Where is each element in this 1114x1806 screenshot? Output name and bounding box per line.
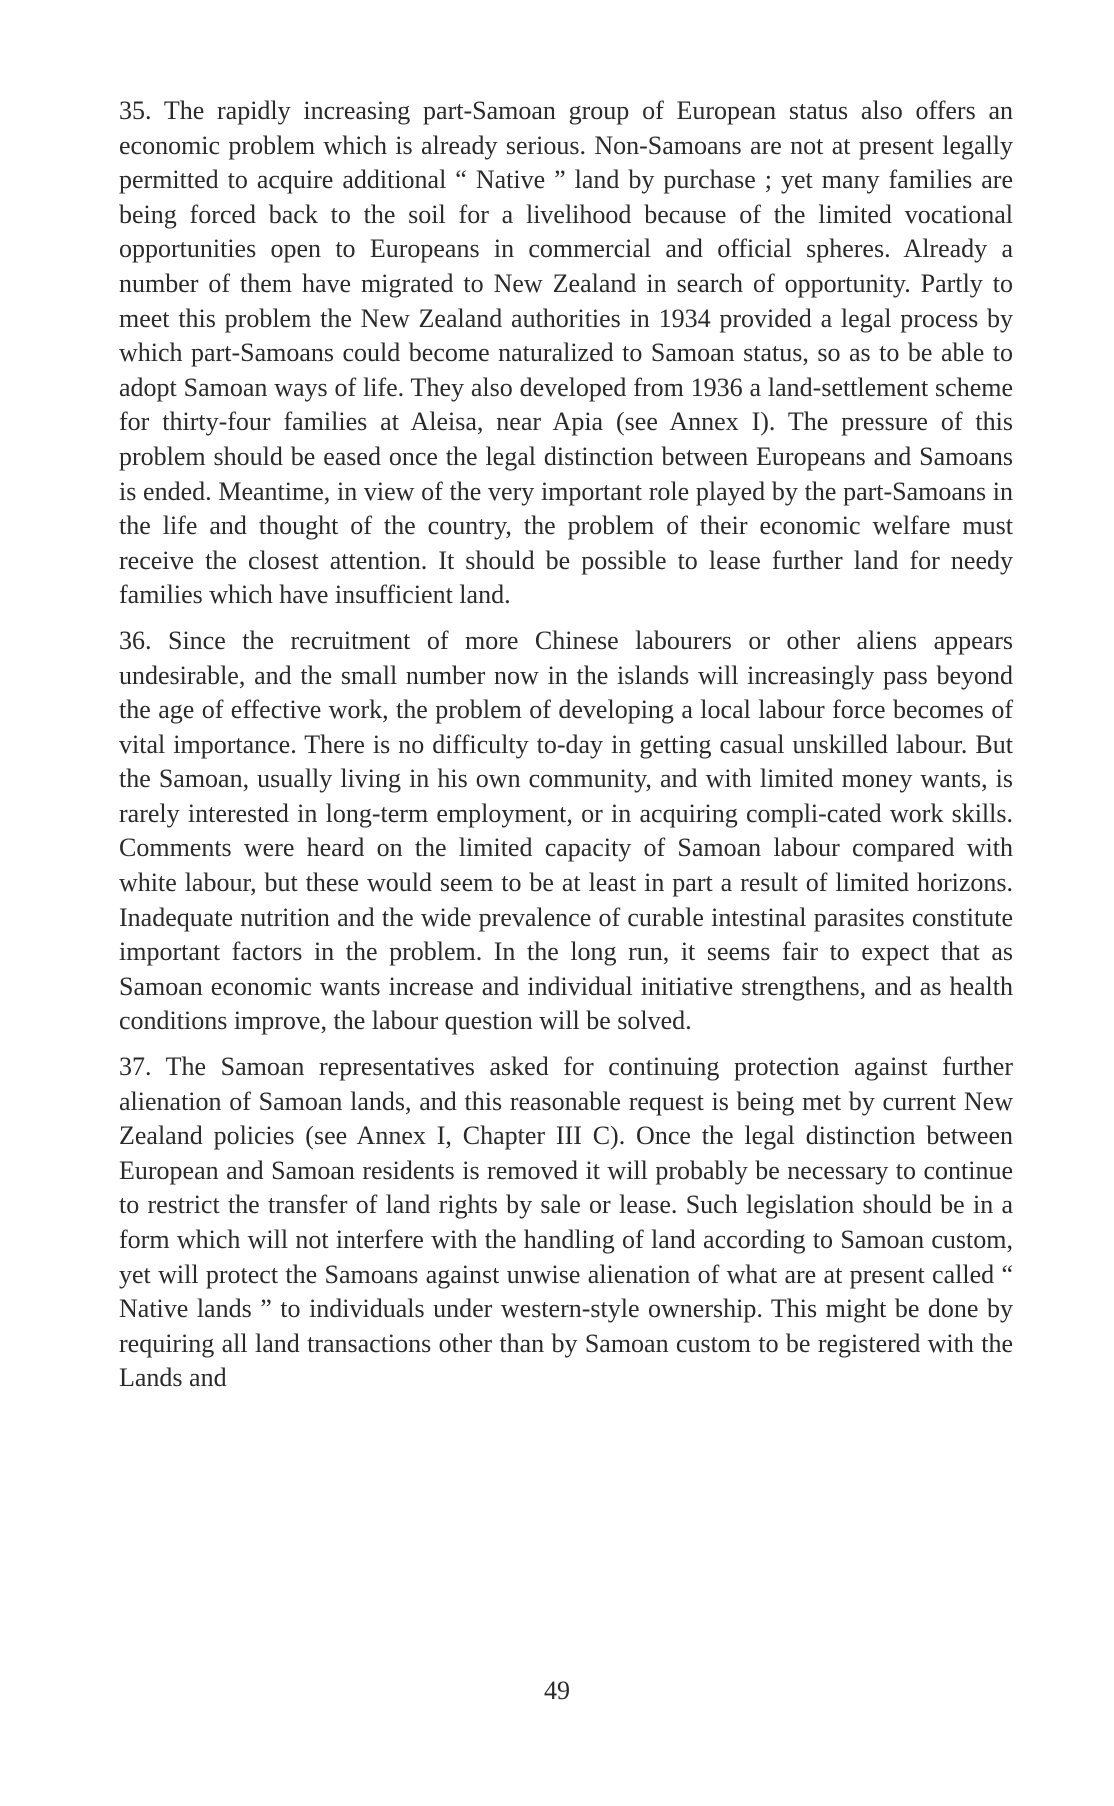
paragraph-number: 35. <box>119 96 152 125</box>
page-number: 49 <box>544 1676 570 1705</box>
paragraph-text: Since the recruitment of more Chinese labourers or other aliens appears undesirable, and the small number now in the islands will increasingly pass beyond the age of effective work, the problem of developing a local labour force becomes of vital importance. There is no difficulty to-day in getting casual unskilled labour. But the Samoan, usually living in his own community, and with limited money wants, is rarely interested in long-term employment, or in acquiring compli-cated work skills. Comments were heard on the limited capacity of Samoan labour compared with white labour, but these would seem to be at least in part a result of limited horizons. Inadequate nutrition and the wide prevalence of curable intestinal parasites constitute important factors in the problem. In the long run, it seems fair to expect that as Samoan economic wants increase and individual initiative strengthens, and as health conditions improve, the labour question will be solved. <box>119 625 1014 1036</box>
paragraph-35 <box>119 94 1013 613</box>
document-body <box>119 94 1013 1396</box>
paragraph-number: 36. <box>119 625 152 655</box>
paragraph-37 <box>119 1050 1013 1396</box>
paragraph-text: The Samoan representatives asked for continuing protection against further alienation of Samoan lands, and this reasonable request is being met by current New Zealand policies (see Annex I, Chapter III C). Once the legal distinction between European and Samoan residents is removed it will probably be necessary to continue to restrict the transfer of land rights by sale or lease. Such legislation should be in a form which will not interfere with the handling of land according to Samoan custom, yet will protect the Samoans against unwise alienation of what are at present called “ Native lands ” to individuals under western-style ownership. This might be done by requiring all land transactions other than by Samoan custom to be registered with the Lands and <box>119 1052 1013 1393</box>
paragraph-number: 37. <box>119 1052 152 1082</box>
paragraph-text: The rapidly increasing part-Samoan group of European status also offers an economic problem which is already serious. Non-Samoans are not at present legally permitted to acquire additional “ Native ” land by purchase ; yet many families are being forced back to the soil for a livelihood because of the limited vocational opportunities open to Europeans in commercial and official spheres. Already a number of them have migrated to New Zealand in search of opportunity. Partly to meet this problem the New Zealand authorities in 1934 provided a legal process by which part-Samoans could become naturalized to Samoan status, so as to be able to adopt Samoan ways of life. They also developed from 1936 a land-settlement scheme for thirty-four families at Aleisa, near Apia (see Annex I). The pressure of this problem should be eased once the legal distinction between Europeans and Samoans is ended. Meantime, in view of the very important role played by the part-Samoans in the life and thought of the country, the problem of their economic welfare must receive the closest attention. It should be possible to lease further land for needy families which have insufficient land. <box>119 96 1014 610</box>
paragraph-36 <box>119 624 1013 1039</box>
